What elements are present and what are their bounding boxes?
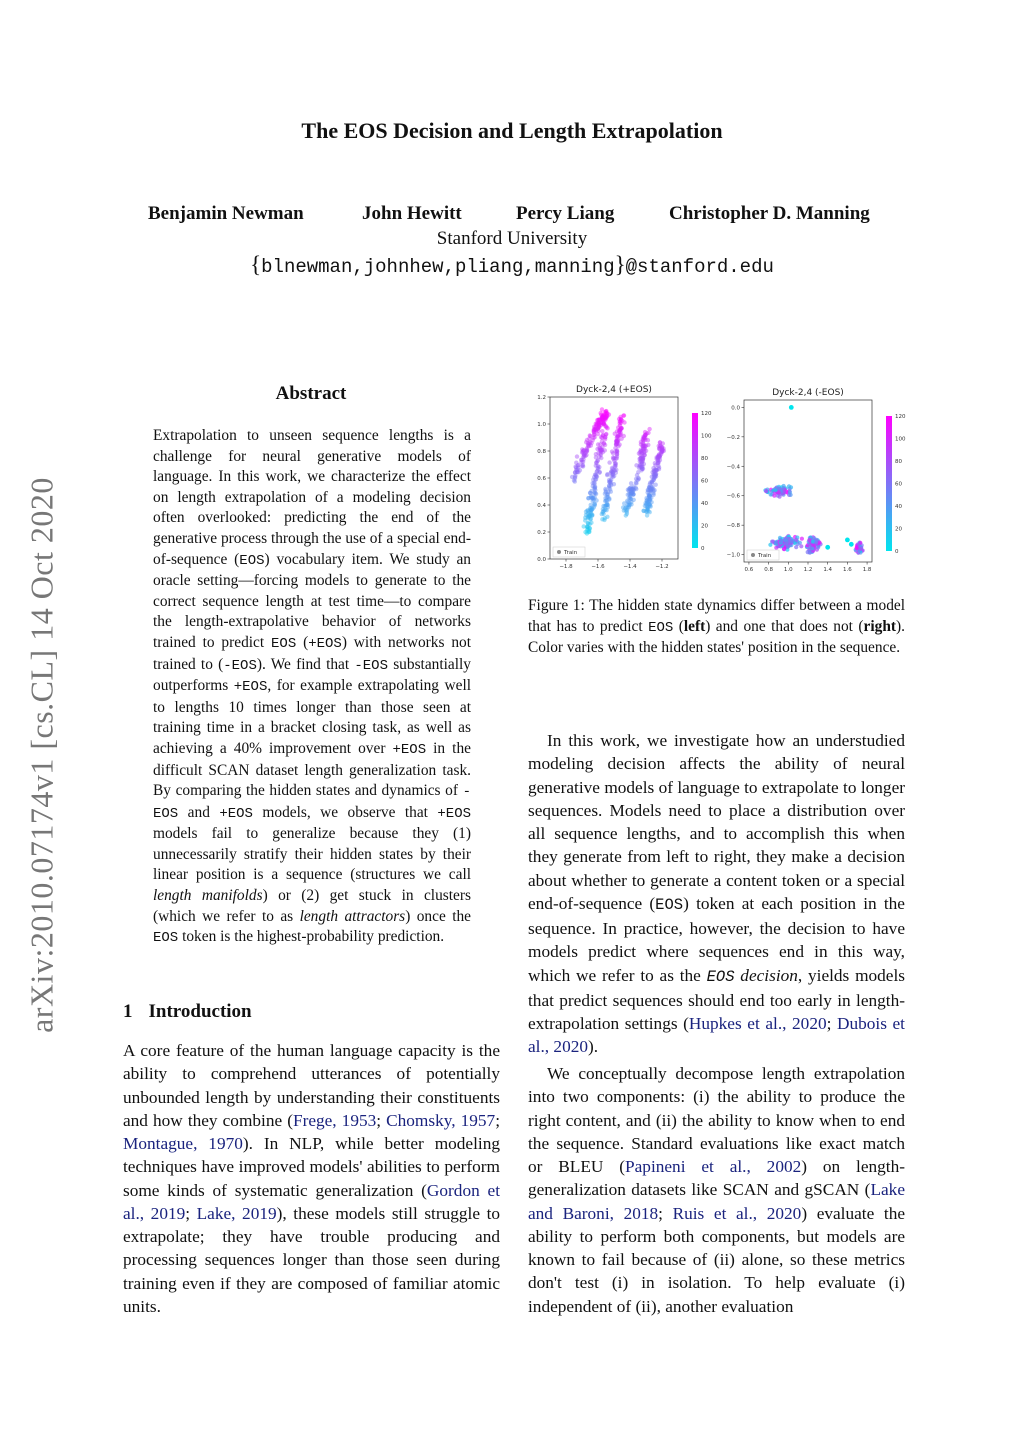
data-point [600, 415, 604, 419]
data-points [763, 405, 865, 555]
data-point [626, 500, 630, 504]
citation-link[interactable]: Chomsky, 1957 [386, 1110, 496, 1130]
y-tick-label: −1.0 [726, 552, 740, 559]
data-point [653, 474, 657, 478]
data-point [593, 485, 597, 489]
data-point [622, 434, 626, 438]
data-point [643, 436, 647, 440]
intro-paragraph-2: In this work, we investigate how an understudied modeling decision affects the ability of neural generative models of language to extrapolate to longer sequences. Models need to place a distribution over all sequence lengths, and to accomplish this when they generate from left to right, they make a decision about whether to generate a content token or a special end-of-sequence (EOS) token at each position in the sequence. In practice, however, the decision to have models predict where sequences end in this way, which we refer to as the EOS decision, yields models that predict sequences should end too early in length-extrapolation settings (Hupkes et al., 2020; Dubois et al., 2020). [528, 731, 905, 1057]
data-point [592, 427, 596, 431]
y-tick-label: 0.2 [537, 530, 546, 536]
legend [747, 550, 779, 560]
data-point [641, 444, 645, 448]
data-point [825, 545, 830, 550]
data-point [619, 418, 623, 422]
data-point [618, 433, 622, 437]
abstract-heading: Abstract [275, 383, 347, 404]
data-point [624, 513, 628, 517]
data-point [590, 507, 594, 511]
email-names: blnewman,johnhew,pliang,manning [261, 256, 615, 278]
data-point [589, 503, 593, 507]
y-tick-label: 1.0 [537, 422, 546, 428]
legend-label: Train [564, 550, 578, 556]
figure-caption: Figure 1: The hidden state dynamics differ between a model that has to predict EOS (left) and one that does not (right). Color varies with the hidden states' position in the sequence. [528, 597, 905, 657]
data-point [650, 470, 654, 474]
chart-eos-minus [722, 383, 912, 583]
data-point [593, 491, 597, 495]
data-point [634, 481, 638, 485]
y-tick-label: −0.6 [726, 493, 740, 500]
intro-paragraph-1: A core feature of the human language capacity is the ability to comprehend utterances of potentially unbounded length by understanding their constituents and how they combine (Frege, 1953; Chomsky, 1957; Montague, 1970). In NLP, while better modeling techniques have improved models' abilities to perform some kinds of systematic generalization (Gordon et al., 2019; Lake, 2019), these models still struggle to extrapolate; they have trouble producing and processing sequences longer than those seen during training even if they are composed of familiar atomic units. [123, 1041, 501, 1316]
citation-link[interactable]: Montague, 1970 [123, 1134, 243, 1153]
data-point [794, 545, 798, 549]
data-point [800, 537, 804, 541]
citation-link[interactable]: Lake and Baroni, 2018 [528, 1180, 905, 1223]
y-tick-label: −0.2 [726, 434, 740, 441]
data-point [604, 490, 608, 494]
x-tick-label: −1.8 [559, 564, 573, 570]
data-point [786, 545, 790, 549]
data-point [612, 482, 616, 486]
data-point [603, 423, 607, 427]
colorbar-tick-label: 20 [895, 526, 902, 533]
data-point [640, 466, 644, 470]
data-point [789, 405, 794, 410]
data-point [600, 512, 604, 516]
data-point [647, 486, 651, 490]
data-point [585, 508, 589, 512]
data-point [586, 496, 590, 500]
x-tick-label: −1.4 [623, 564, 637, 570]
data-point [594, 455, 598, 459]
data-point [622, 420, 626, 424]
x-tick-label: −1.2 [655, 564, 669, 570]
data-point [768, 543, 772, 547]
data-point [774, 540, 778, 544]
data-point [858, 541, 862, 545]
data-point [794, 538, 798, 542]
data-point [815, 538, 819, 542]
colorbar [886, 416, 892, 551]
data-point [639, 440, 643, 444]
y-tick-label: 1.2 [537, 395, 546, 401]
author-1: Benjamin Newman [148, 203, 304, 224]
data-point [592, 482, 596, 486]
chart-title: Dyck-2,4 (-EOS) [772, 388, 844, 398]
data-point [611, 472, 615, 476]
data-point [651, 493, 655, 497]
abstract-body: Extrapolation to unseen sequence lengths is a challenge for neural generative models of language. In this work, we characterize the effect on length extrapolation of a modeling decision often overlooked: predicting the end of the generative process through the use of a special end-of-sequence (EOS) vocabulary item. We study an oracle setting—forcing models to generate to the correct sequence length at test time—to compare the length-extrapolative behavior of networks trained to predict EOS (+EOS) with networks not trained to (-EOS). We find that -EOS substantially outperforms +EOS, for example extrapolating well to lengths 10 times longer than those seen at training time in a bracket closing task, as well as achieving a 40% improvement over +EOS in the difficult SCAN dataset length generalization task. By comparing the hidden states and dynamics of -EOS and +EOS models, we observe that +EOS models fail to generalize because they (1) unnecessarily stratify their hidden states by their linear position is a sequence (structures we call length manifolds) or (2) get stuck in clusters (which we refer to as length attractors) once the EOS token is the highest-probability prediction. [153, 427, 471, 947]
data-point [589, 443, 593, 447]
colorbar-tick-label: 0 [701, 546, 705, 552]
colorbar-tick-label: 80 [701, 456, 708, 462]
data-point [856, 550, 860, 554]
author-emails: {blnewman,johnhew,pliang,manning}@stanford.edu [250, 252, 774, 278]
colorbar-tick-label: 60 [895, 481, 902, 488]
data-point [619, 426, 623, 430]
x-tick-label: 0.6 [744, 567, 754, 573]
colorbar [692, 413, 698, 548]
data-point [603, 499, 607, 503]
data-point [855, 546, 859, 550]
data-point [587, 437, 591, 441]
data-point [636, 470, 640, 474]
legend [553, 547, 585, 557]
data-point [603, 448, 607, 452]
intro-paragraph-3: We conceptually decompose length extrapolation into two components: (i) the ability to produce the right content, and (ii) the ability to know when to end the sequence. Standard evaluations like exact match or BLEU (Papineni et al., 2002) on length-generalization datasets like SCAN and gSCAN (Lake and Baroni, 2018; Ruis et al., 2020) evaluate the ability to perform both components, but models are known to fail because of (ii) alone, so these metrics don't test (i) in isolation. To help evaluate (i) independent of (ii), another evaluation [528, 1064, 906, 1316]
data-point [594, 422, 598, 426]
data-point [636, 476, 640, 480]
data-point [614, 449, 618, 453]
data-point [656, 461, 660, 465]
y-tick-label: 0.6 [537, 476, 546, 482]
data-point [784, 538, 788, 542]
x-tick-label: 1.0 [783, 567, 793, 573]
data-point [799, 544, 803, 548]
data-point [598, 470, 602, 474]
section-heading-introduction: 1 Introduction [123, 1001, 252, 1022]
data-point [602, 441, 606, 445]
author-2: John Hewitt [362, 203, 462, 224]
citation-link[interactable]: Dubois et al., 2020 [528, 1014, 905, 1057]
data-point [631, 490, 635, 494]
colorbar-tick-label: 20 [701, 523, 708, 530]
legend-label: Train [758, 553, 772, 559]
citation-link[interactable]: Ruis et al., 2020 [672, 1203, 802, 1223]
citation-link[interactable]: Papineni et al., 2002 [625, 1157, 802, 1176]
email-domain: @stanford.edu [625, 256, 774, 278]
arxiv-identifier: arXiv:2010.07174v1 [cs.CL] 14 Oct 2020 [23, 477, 60, 1033]
data-point [581, 464, 585, 468]
data-point [594, 461, 598, 465]
colorbar-tick-label: 120 [701, 411, 712, 417]
data-point [816, 545, 820, 549]
data-point [648, 503, 652, 507]
data-point [593, 503, 597, 507]
data-point [589, 489, 593, 493]
data-point [845, 538, 850, 543]
y-tick-label: −0.8 [726, 523, 740, 530]
data-point [849, 542, 854, 547]
citation-link[interactable]: Hupkes et al., 2020 [688, 1014, 827, 1033]
data-point [592, 432, 596, 436]
data-point [648, 481, 652, 485]
data-point [579, 458, 583, 462]
data-point [777, 486, 781, 490]
y-tick-label: 0.0 [731, 405, 740, 412]
colorbar-tick-label: 40 [701, 501, 708, 507]
data-point [623, 506, 627, 510]
author-3: Percy Liang [516, 203, 615, 224]
colorbar-tick-label: 40 [895, 504, 902, 510]
data-point [573, 473, 577, 477]
data-point [594, 498, 598, 502]
data-point [588, 522, 592, 526]
y-tick-label: 0.0 [537, 557, 546, 563]
x-tick-label: −1.6 [591, 564, 605, 570]
data-point [605, 473, 609, 477]
data-point [608, 479, 612, 483]
y-tick-label: 0.4 [537, 503, 546, 509]
legend-marker [557, 550, 561, 554]
data-point [629, 481, 633, 485]
data-point [612, 456, 616, 460]
data-point [603, 516, 607, 520]
data-point [789, 493, 793, 497]
colorbar-tick-label: 80 [895, 459, 902, 465]
data-point [628, 494, 632, 498]
data-point [598, 448, 602, 452]
data-point [645, 513, 649, 517]
colorbar-tick-label: 100 [895, 436, 906, 443]
data-point [644, 496, 648, 500]
data-point [603, 410, 607, 414]
author-4: Christopher D. Manning [669, 203, 870, 224]
citation-link[interactable]: Lake, 2019 [196, 1203, 277, 1223]
data-point [643, 430, 647, 434]
data-point [607, 460, 611, 464]
x-tick-label: 0.8 [764, 567, 773, 573]
paper-title: The EOS Decision and Length Extrapolation [301, 118, 723, 143]
data-point [584, 449, 588, 453]
x-tick-label: 1.4 [823, 567, 833, 573]
data-point [778, 495, 782, 499]
chart-eos-plus [528, 380, 718, 580]
data-point [658, 454, 662, 458]
colorbar-tick-label: 0 [895, 549, 899, 555]
data-point [777, 490, 781, 494]
data-points [570, 407, 666, 536]
data-point [658, 440, 662, 444]
data-point [615, 440, 619, 444]
data-point [808, 551, 812, 555]
data-point [613, 432, 617, 436]
data-point [647, 427, 651, 431]
data-point [779, 539, 783, 543]
affiliation: Stanford University [436, 228, 588, 249]
x-tick-label: 1.2 [803, 567, 813, 573]
chart-title: Dyck-2,4 (+EOS) [576, 385, 652, 395]
data-point [583, 530, 587, 534]
data-point [640, 462, 644, 466]
data-point [609, 490, 613, 494]
colorbar-tick-label: 100 [701, 433, 712, 440]
data-point [601, 507, 605, 511]
legend-marker [751, 553, 755, 557]
y-tick-label: 0.8 [537, 449, 546, 455]
arxiv-sidebar [12, 455, 72, 1055]
colorbar-tick-label: 60 [701, 478, 708, 485]
data-point [637, 457, 641, 461]
data-point [764, 489, 768, 493]
data-point [604, 432, 608, 436]
data-point [789, 485, 793, 489]
data-point [600, 429, 604, 433]
x-tick-label: 1.8 [862, 567, 872, 573]
data-point [605, 495, 609, 499]
data-point [594, 474, 598, 478]
data-point [644, 509, 648, 513]
data-point [644, 502, 648, 506]
data-point [613, 464, 617, 468]
data-point [859, 547, 863, 551]
data-point [580, 447, 584, 451]
data-point [587, 515, 591, 519]
x-tick-label: 1.6 [843, 567, 852, 573]
data-point [575, 454, 579, 458]
data-point [807, 538, 811, 542]
colorbar-tick-label: 120 [895, 414, 906, 420]
citation-link[interactable]: Frege, 1953 [292, 1110, 377, 1130]
data-point [621, 414, 625, 418]
citation-link[interactable]: Gordon et al., 2019 [123, 1180, 500, 1223]
y-tick-label: −0.4 [726, 464, 740, 471]
